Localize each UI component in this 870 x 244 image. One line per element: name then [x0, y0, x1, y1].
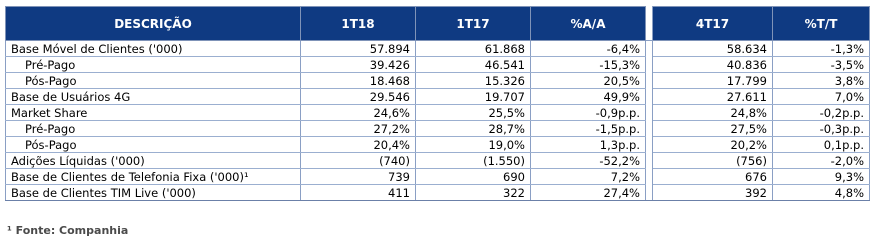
- cell-tt: 9,3%: [773, 169, 870, 185]
- table-row: [6, 89, 870, 105]
- row-label: Base de Usuários 4G: [6, 89, 301, 105]
- table-row: [6, 105, 870, 121]
- cell-1t17: 19.707: [416, 89, 531, 105]
- cell-tt: 7,0%: [773, 89, 870, 105]
- cell-aa: 49,9%: [531, 89, 646, 105]
- cell-1t17: (1.550): [416, 153, 531, 169]
- kpi-table: [5, 6, 870, 201]
- source-footnote: ¹ Fonte: Companhia: [7, 224, 129, 237]
- kpi-table-container: [5, 6, 864, 201]
- cell-tt: 3,8%: [773, 73, 870, 89]
- cell-aa: 27,4%: [531, 185, 646, 201]
- cell-tt: -1,3%: [773, 41, 870, 57]
- gap-cell: [646, 153, 653, 169]
- cell-4t17: 676: [653, 169, 773, 185]
- header-gap: [646, 7, 653, 41]
- row-label: Market Share: [6, 105, 301, 121]
- gap-cell: [646, 41, 653, 57]
- table-row: [6, 185, 870, 201]
- cell-aa: 20,5%: [531, 73, 646, 89]
- cell-1t18: 39.426: [301, 57, 416, 73]
- row-label: Adições Líquidas ('000): [6, 153, 301, 169]
- header-aa: %A/A: [531, 7, 646, 41]
- cell-tt: 0,1p.p.: [773, 137, 870, 153]
- cell-4t17: 24,8%: [653, 105, 773, 121]
- row-label: Pós-Pago: [6, 137, 301, 153]
- table-row: [6, 153, 870, 169]
- cell-1t18: 18.468: [301, 73, 416, 89]
- gap-cell: [646, 89, 653, 105]
- table-row: [6, 57, 870, 73]
- cell-1t17: 28,7%: [416, 121, 531, 137]
- gap-cell: [646, 137, 653, 153]
- cell-tt: 4,8%: [773, 185, 870, 201]
- cell-1t17: 690: [416, 169, 531, 185]
- table-header-row: [6, 7, 870, 41]
- cell-1t18: (740): [301, 153, 416, 169]
- table-row: [6, 41, 870, 57]
- cell-1t18: 29.546: [301, 89, 416, 105]
- cell-tt: -0,3p.p.: [773, 121, 870, 137]
- cell-4t17: 20,2%: [653, 137, 773, 153]
- cell-1t18: 27,2%: [301, 121, 416, 137]
- cell-1t18: 24,6%: [301, 105, 416, 121]
- header-description: DESCRIÇÃO: [6, 7, 301, 41]
- header-4t17: 4T17: [653, 7, 773, 41]
- table-row: [6, 137, 870, 153]
- gap-cell: [646, 105, 653, 121]
- cell-4t17: (756): [653, 153, 773, 169]
- cell-1t17: 322: [416, 185, 531, 201]
- cell-4t17: 17.799: [653, 73, 773, 89]
- gap-cell: [646, 73, 653, 89]
- cell-4t17: 58.634: [653, 41, 773, 57]
- header-1t18: 1T18: [301, 7, 416, 41]
- gap-cell: [646, 169, 653, 185]
- cell-1t18: 20,4%: [301, 137, 416, 153]
- cell-aa: -6,4%: [531, 41, 646, 57]
- cell-tt: -0,2p.p.: [773, 105, 870, 121]
- header-1t17: 1T17: [416, 7, 531, 41]
- gap-cell: [646, 121, 653, 137]
- cell-tt: -3,5%: [773, 57, 870, 73]
- cell-1t17: 15.326: [416, 73, 531, 89]
- row-label: Pré-Pago: [6, 57, 301, 73]
- cell-aa: -52,2%: [531, 153, 646, 169]
- cell-1t17: 19,0%: [416, 137, 531, 153]
- cell-aa: 1,3p.p.: [531, 137, 646, 153]
- row-label: Base de Clientes TIM Live ('000): [6, 185, 301, 201]
- cell-tt: -2,0%: [773, 153, 870, 169]
- gap-cell: [646, 57, 653, 73]
- header-tt: %T/T: [773, 7, 870, 41]
- row-label: Pré-Pago: [6, 121, 301, 137]
- cell-aa: -0,9p.p.: [531, 105, 646, 121]
- cell-4t17: 392: [653, 185, 773, 201]
- cell-1t18: 57.894: [301, 41, 416, 57]
- cell-1t17: 46.541: [416, 57, 531, 73]
- table-row: [6, 169, 870, 185]
- cell-aa: -1,5p.p.: [531, 121, 646, 137]
- table-row: [6, 121, 870, 137]
- row-label: Base Móvel de Clientes ('000): [6, 41, 301, 57]
- cell-aa: 7,2%: [531, 169, 646, 185]
- cell-4t17: 40.836: [653, 57, 773, 73]
- table-row: [6, 73, 870, 89]
- cell-1t17: 61.868: [416, 41, 531, 57]
- cell-aa: -15,3%: [531, 57, 646, 73]
- cell-1t18: 739: [301, 169, 416, 185]
- cell-4t17: 27.611: [653, 89, 773, 105]
- gap-cell: [646, 185, 653, 201]
- cell-1t18: 411: [301, 185, 416, 201]
- row-label: Base de Clientes de Telefonia Fixa ('000)¹: [6, 169, 301, 185]
- cell-4t17: 27,5%: [653, 121, 773, 137]
- cell-1t17: 25,5%: [416, 105, 531, 121]
- row-label: Pós-Pago: [6, 73, 301, 89]
